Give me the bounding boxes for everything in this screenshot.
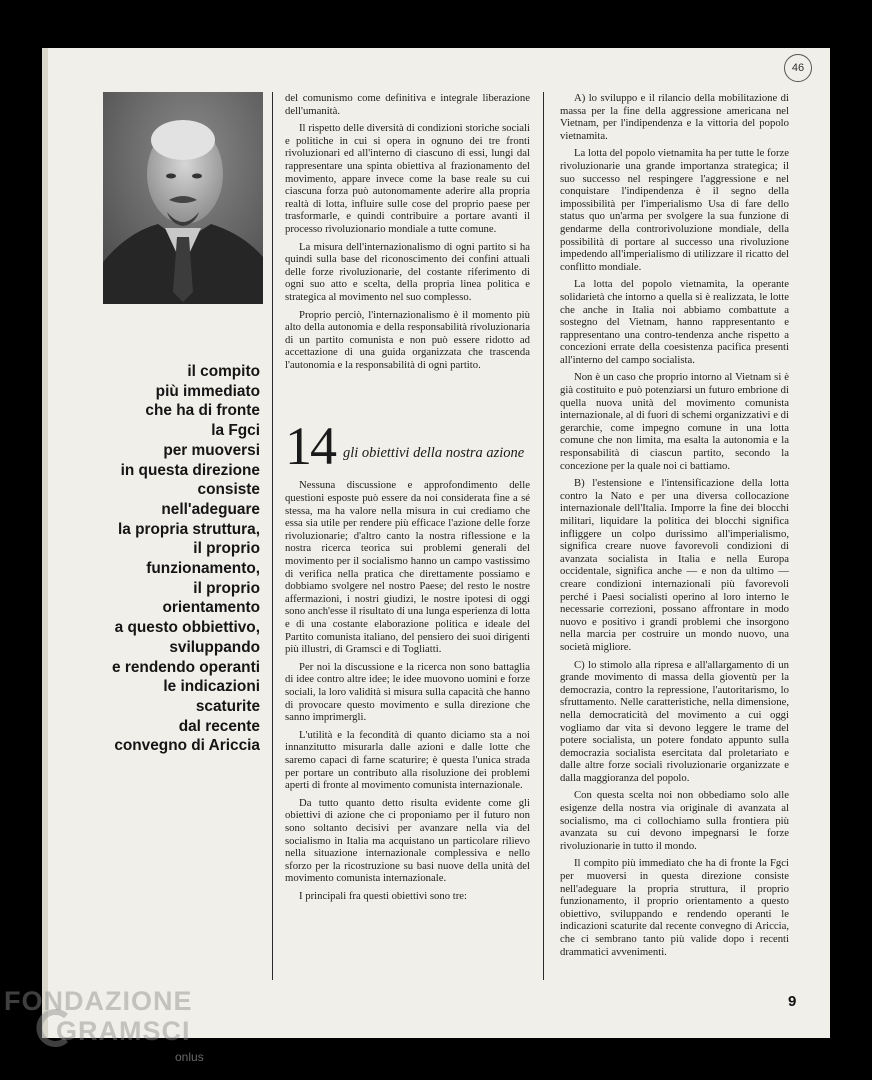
paragraph: Nessuna discussione e approfondimento delle questioni esposte può essere da noi considerata fine a sé stessa, ma ha valore nella misura in cui crediamo che essa sia utile per rendere più efficace l'azione delle forze rivoluzionarie; d'altro canto la nostra riflessione e la nostra ricerca teorica sui problemi generali del movimento per il socialismo hanno un campo vastissimo di verifica nella pratica che direttamente possiamo e dobbiamo svolgere nel nostro Paese; del resto le nostre affermazioni, i nostri giudizi, le nostre ipotesi di oggi sono anch'esse il risultato di una lunga esperienza di lotta e di una costante elaborazione politica e ideale del Partito comunista italiano, del pensiero dei suoi dirigenti più illustri, di Gramsci e di Togliatti. bbox=[285, 479, 530, 656]
paragraph: La lotta del popolo vietnamita, la operante solidarietà che intorno a quella si è realizzata, le lotte che anche in Italia noi abbiamo combattute a sostegno del Vietnam, hanno rappresentanto e rappresentano una contro-tendenza anche rispetto a concezioni errate della coesistenza pacifica presenti all'interno del campo socialista. bbox=[560, 278, 789, 366]
article-column-middle bbox=[285, 92, 530, 907]
pull-quote-line: convegno di Ariccia bbox=[114, 737, 260, 755]
paragraph: Il compito più immediato che ha di fronte la Fgci per muoversi in questa direzione consiste nell'adeguare la propria struttura, il proprio funzionamento, il proprio orientamento a questo obiettivo, sviluppando e rendendo operanti le indicazioni scaturite dal recente convegno di Ariccia, che ci sembrano tanto più valide dopo i recenti drammatici avvenimenti. bbox=[560, 857, 789, 958]
pull-quote-line: dal recente bbox=[178, 717, 260, 735]
column-divider-left bbox=[272, 92, 273, 980]
pull-quote-line: e rendendo operanti bbox=[112, 658, 260, 676]
column-right-body bbox=[560, 92, 789, 958]
pull-quote-line: la Fgci bbox=[211, 422, 260, 440]
pull-quote-line: per muoversi bbox=[163, 441, 260, 459]
paragraph: Da tutto quanto detto risulta evidente come gli obiettivi di azione che ci proponiamo per il futuro non sono soltanto decisivi per avanzare nella via del socialismo in Italia ma acquistano un particolare rilievo nella situazione internazionale complessiva e nello sforzo per la ricostruzione su basi nuove della unità del movimento comunista internazionale. bbox=[285, 796, 530, 885]
paragraph: L'utilità e la fecondità di quanto diciamo sta a noi innanzitutto misurarla dalle azioni e dalle lotte che saremo capaci di farne scaturire; è questa l'unica strada per portare un contributo alla risoluzione dei problemi aperti di fronte al movimento comunista internazionale. bbox=[285, 728, 530, 792]
section-number: 14 bbox=[285, 416, 335, 477]
stamp-number: 46 bbox=[791, 62, 805, 74]
paragraph: A) lo sviluppo e il rilancio della mobilitazione di massa per la fine della aggressione americana nel Vietnam, per l'indipendenza e la vittoria del popolo vietnamita. bbox=[560, 92, 789, 142]
pull-quote-line: a questo obbiettivo, bbox=[114, 619, 260, 637]
paragraph: I principali fra questi obiettivi sono tre: bbox=[299, 889, 467, 902]
pull-quote-line: il proprio bbox=[193, 579, 260, 597]
pull-quote-line: scaturite bbox=[195, 697, 260, 715]
pull-quote-line: sviluppando bbox=[169, 638, 260, 656]
pull-quote-line: in questa direzione bbox=[120, 461, 260, 479]
article-column-right bbox=[560, 92, 789, 963]
pull-quote-line: orientamento bbox=[162, 599, 260, 617]
pull-quote-line: nell'adeguare bbox=[161, 500, 260, 518]
pull-quote-line: consiste bbox=[197, 481, 260, 499]
pull-quote-line: le indicazioni bbox=[163, 678, 260, 696]
pull-quote-line: funzionamento, bbox=[146, 560, 260, 578]
paragraph: Per noi la discussione e la ricerca non sono battaglia di idee contro altre idee; le idee muovono uomini e forze sociali, la loro validità si misura sulla capacità che hanno di provocare questo movimento e sulla direzione che sanno imprimergli. bbox=[285, 660, 530, 724]
watermark-line-2: GRAMSCI bbox=[56, 1016, 191, 1046]
portrait-photo-image bbox=[103, 92, 263, 304]
paragraph: La lotta del popolo vietnamita ha per tutte le forze rivoluzionarie una grande importanza strategica; il suo successo nel respingere l'aggressione e nel conquistare l'indipendenza è il segno della impossibilità per l'imperialismo Usa di fare dello status quo un'arma per svolgere la sua funzione di gendarme della controrivoluzione mondiale, della possibilità di portare al successo una rivoluzione impedendo all'imperialismo di utilizzare il ricatto del conflitto mondiale. bbox=[560, 147, 789, 273]
pull-quote-line: la propria struttura, bbox=[118, 520, 260, 538]
pull-quote-line: che ha di fronte bbox=[145, 402, 260, 420]
pull-quote bbox=[88, 362, 260, 756]
section-title: gli obiettivi della nostra azione bbox=[343, 445, 525, 462]
paragraph: B) l'estensione e l'intensificazione della lotta contro la Nato e per una diversa collocazione internazionale dell'Italia. Imporre la fine dei blocchi militari, liquidare la politica dei blocchi significa infliggere un colpo durissimo all'imperialismo, significa creare nuove favorevoli condizioni di avanzata socialista in Italia e nella Europa occidentale, significa anche — e non da ultimo — creare condizioni internazionali più favorevoli perché i Paesi socialisti operino al loro interno le necessarie correzioni, possano affrontare in modo nuovo e positivo i grandi problemi che insorgono nella marcia per costruire un mondo nuovo, una società migliore. bbox=[560, 477, 789, 653]
portrait-photo bbox=[103, 92, 263, 304]
column-divider-right bbox=[543, 92, 544, 980]
column-middle-intro bbox=[285, 92, 530, 371]
pull-quote-line: più immediato bbox=[155, 382, 260, 400]
watermark-line-1: FONDAZIONE bbox=[4, 986, 193, 1016]
column-middle-body bbox=[285, 479, 530, 902]
paragraph: La misura dell'internazionalismo di ogni partito si ha quindi sulla base del riconoscimento dei confini attuali delle forze rivoluzionarie, del costante riferimento di ogni suo atto e scelta, della propria linea politica e strategica al movimento nel suo complesso. bbox=[285, 240, 530, 303]
pull-quote-line: il compito bbox=[187, 363, 260, 380]
paragraph: C) lo stimolo alla ripresa e all'allargamento di un grande movimento di massa della gioventù per la democrazia, contro la repressione, l'autoritarismo, lo sfruttamento. Nelle caratteristiche, nella dimensione, nella democraticità del movimento a cui oggi vogliamo dar vita si devono leggere le trame del potere socialista, un potere fondato appunto sulla democrazia socialista esercitata dal proletariato e dalle altre forze sociali rivoluzionarie organizzate e dalla maggioranza del popolo. bbox=[560, 658, 789, 784]
paragraph: del comunismo come definitiva e integrale liberazione dell'umanità. bbox=[285, 92, 530, 117]
paragraph: Non è un caso che proprio intorno al Vietnam si è già costituito e può potenziarsi un futuro embrione di quella nuova unità del movimento comunista internazionale, al di fuori di schemi organizzativi e di gerarchie, come impegno comune in una lotta comune che non limita, ma esalta la autonomia e la responsabilità di ciascun partito, secondo la concezione per la quale noi ci battiamo. bbox=[560, 371, 789, 472]
archive-stamp bbox=[784, 54, 812, 82]
page-number: 9 bbox=[788, 993, 797, 1010]
watermark-line-3: onlus bbox=[175, 1050, 204, 1064]
paragraph: Con questa scelta noi non obbediamo solo alle esigenze della nostra via originale di avanzata al socialismo, ma ci collochiamo sulla frontiera più avanzata su cui devono impegnarsi le forze rivoluzionarie in tutto il mondo. bbox=[560, 789, 789, 852]
page-binding-edge bbox=[42, 48, 48, 1038]
section-heading bbox=[285, 416, 530, 477]
paragraph: Proprio perciò, l'internazionalismo è il momento più alto della autonomia e della responsabilità rivoluzionaria di un partito comunista e non può essere ridotto ad accettazione di una guida organizzata che trascenda l'autonomia e la responsabilità di ogni partito. bbox=[285, 308, 530, 371]
pull-quote-line: il proprio bbox=[193, 540, 260, 558]
paragraph: Il rispetto delle diversità di condizioni storiche sociali e politiche in cui si opera in ognuno dei tre fronti rivoluzionari ed all'interno di ciascuno di essi, lungi dal rappresentare una spinta obiettiva al frazionamento del movimento, appare invece come la base reale su cui ciascuna forza può autonomamente aderire alla propria realtà di lotta, influire sulle cose del proprio paese per trasformarle, e quindi contribuire a portare avanti il processo rivoluzionario mondiale a tutte comune. bbox=[285, 122, 530, 235]
